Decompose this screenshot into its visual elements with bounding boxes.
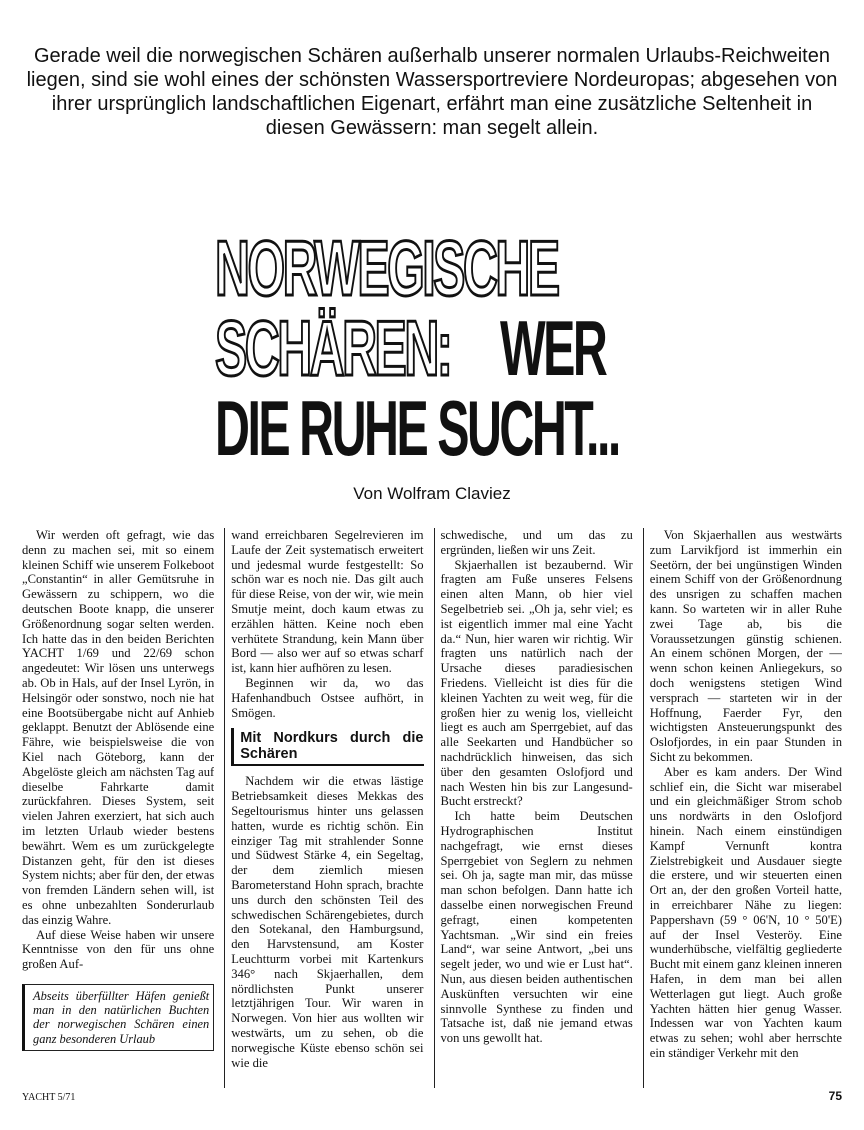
column-4 [643,528,842,1088]
headline [215,224,665,472]
column-2 [224,528,423,1088]
photo-caption: Abseits überfüllter Häfen genießt man in den natürlichen Buchten der norwegischen Schären einen ganz besonderen Urlaub [22,984,214,1051]
lead-paragraph: Gerade weil die norwegischen Schären außerhalb unserer normalen Urlaubs-Reichweiten liegen, sind sie wohl eines der schönsten Wassersportreviere Nordeuropas; abgesehen von ihrer ursprünglich landschaftlichen Eigenart, erfährt man eine zusätzliche Seltenheit in diesen Gewässern: man segelt allein. [26,45,838,139]
column-3-paragraph: Ich hatte beim Deutschen Hydrographischen Institut nachgefragt, wie ernst dieses Sperrgebiet von Seglern zu nehmen sei. Oh ja, sagte man mir, das müsse man schon befolgen. Dann hatte ich dasselbe einen norwegischen Freund gefragt, einen kompetenten Yachtsman. „Wir sind ein freies Land“, war seine Antwort, „bei uns segelt jeder, wo und wie er Lust hat“. Nun, aus diesen beiden authentischen Auskünften versuchten wir eine sinnvolle Synthese zu finden und Tatsache ist, daß nie jemand etwas von uns gewollt hat. [440,809,633,1046]
section-subheading: Mit Nordkurs durch die Schären [231,728,423,766]
issue-label: YACHT 5/71 [22,1092,76,1103]
column-3-paragraph: Skjaerhallen ist bezaubernd. Wir fragten am Fuße unseres Felsens einen alten Mann, ob hier viel Segelbetrieb sei. „Oh ja, sehr viel; es ist eigentlich immer mal eine Yacht da.“ Nun, hier waren wir richtig. Wir fragten uns natürlich nach der Ursache dieses paradiesischen Friedens. Vielleicht ist dies für die kleinen Yachten zu weit weg, für die großen hier zu wenig los, vielleicht liegt es auch am Sperrgebiet, auf das alle Seekarten und Handbücher so nachdrücklich hinweisen, das sich über den gesamten Oslofjord und nach Westen hin bis zur Langesund-Bucht erstreckt? [440,557,633,809]
byline: Von Wolfram Claviez [353,484,511,503]
headline-line-1: NORWEGISCHE [215,224,558,312]
column-2-paragraph: Nachdem wir die etwas lästige Betriebsamkeit dieses Mekkas des Segeltourismus hinter uns gelassen hatten, wurde es richtig schön. Ein einziger Tag mit strahlender Sonne und Südwest Stärke 4, ein Segeltag, der dem ziemlich miesen Barometerstand Hohn sprach, brachte uns durch den schönsten Teil des schwedischen Schärengebietes, durch den Sotekanal, den Hamburgsund, den Harvstensund, am Koster Leuchtturm vorbei mit Kartenkurs 346° nach Skjaerhallen, dem nördlichsten Punkt unserer letztjährigen Tour. Wir waren in Norwegen. Von hier aus wollten wir westwärts, um zu sehen, ob die norwegische Küste ebenso schön sei wie die [231,774,424,1070]
column-1-paragraph: Wir werden oft gefragt, wie das denn zu machen sei, mit so einem kleinen Schiff wie unserem Folkeboot „Constantin“ in aller Gemütsruhe in Gewässern zu schippern, wo die deutschen Boote knapp, die unserer Größenordnung sogar selten werden. Ich hatte das in den beiden Berichten YACHT 1/69 und 22/69 schon angedeutet: Wir lösen uns unterwegs ab. Ob in Hals, auf der Insel Lyrön, in Helsingör oder sonstwo, noch nie hat eine Bootsübergabe nicht auf Anhieb geklappt. Benutzt der Ablösende eine Fähre, wie beispielsweise die von Kiel nach Göteborg, kann der Abgelöste gleich am nächsten Tag auf dieselbe Fahrkarte damit zurückfahren. Dieses System, seit vielen Jahren exerziert, hat sich auch im letzten Urlaub wieder bestens bewährt. Wem es um zurückgelegte Distanzen geht, für den ist dieses System nichts; aber für den, der etwas von fremden Ländern sehen will, ist es ohne unbezahlten Sonderurlaub das einzig Wahre. [22,528,215,927]
column-3-paragraph: schwedische, und um das zu ergründen, ließen wir uns Zeit. [440,528,633,557]
headline-line-3: DIE RUHE SUCHT... [215,384,619,472]
column-4-paragraph: Aber es kam anders. Der Wind schlief ein, die Sicht war miserabel und ein gleichmäßiger Strom schob uns nordwärts in den Oslofjord hinein. Nach einem einstündigen Kampf Vernunft kontra Zielstrebigkeit und Ausdauer siegte die erstere, und wir steuerten einen Ort an, der den großen Vorteil hatte, in erreichbarer Nähe zu liegen: Pappershavn (59 ° 06'N, 10 ° 50'E) auf der Insel Vesteröy. Eine wunderhübsche, vielfältig gegliederte Bucht mit einem ganz kleinen inneren Hafen, in dem man bei allen Wetterlagen gut liegt. Auch große Yachten hätten hier genug Wasser. Indessen war von Yachten kaum etwas zu sehen; wohl aber herrschte ein ständiger Verkehr mit den [649,764,842,1060]
headline-line-2 [215,304,606,392]
headline-line-2-solid: WER [499,304,606,392]
headline-line-2-outline: SCHÄREN: [215,304,451,392]
column-4-paragraph: Von Skjaerhallen aus westwärts zum Larvikfjord ist immerhin ein Seetörn, der bei ungünstigen Winden einem Schiff von der Größenordnung des unsrigen zu schaffen machen kann. So warteten wir in aller Ruhe zwei Tage ab, bis die Voraussetzungen günstig schienen. An einem schönen Morgen, der — wenn schon keinen Anliegekurs, so doch wenigstens stetigen Wind versprach — starteten wir in der Hoffnung, Faerder Fyr, den wichtigsten Ansteuerungspunkt des Oslofjordes, in ein paar Stunden in Sicht zu bekommen. [649,528,842,764]
column-2-paragraph: wand erreichbaren Segelrevieren im Laufe der Zeit systematisch erweitert und jedesmal wurde festgestellt: So schön war es noch nie. Das gilt auch für diese Reise, von der wir, wie mein Smutje meint, doch kaum etwas zu erzählen hätten. Keine noch eben verhütete Strandung, kein Mann über Bord — also wer auf so etwas scharf ist, kann hier aufhören zu lesen. [231,528,424,676]
column-1-paragraph: Auf diese Weise haben wir unsere Kenntnisse von den für uns ohne großen Auf- [22,927,215,972]
column-3 [434,528,633,1088]
column-1 [22,528,214,1088]
column-2-paragraph: Beginnen wir da, wo das Hafenhandbuch Ostsee aufhört, in Smögen. [231,675,424,720]
page-number: 75 [828,1089,842,1103]
article-columns [22,528,842,1088]
